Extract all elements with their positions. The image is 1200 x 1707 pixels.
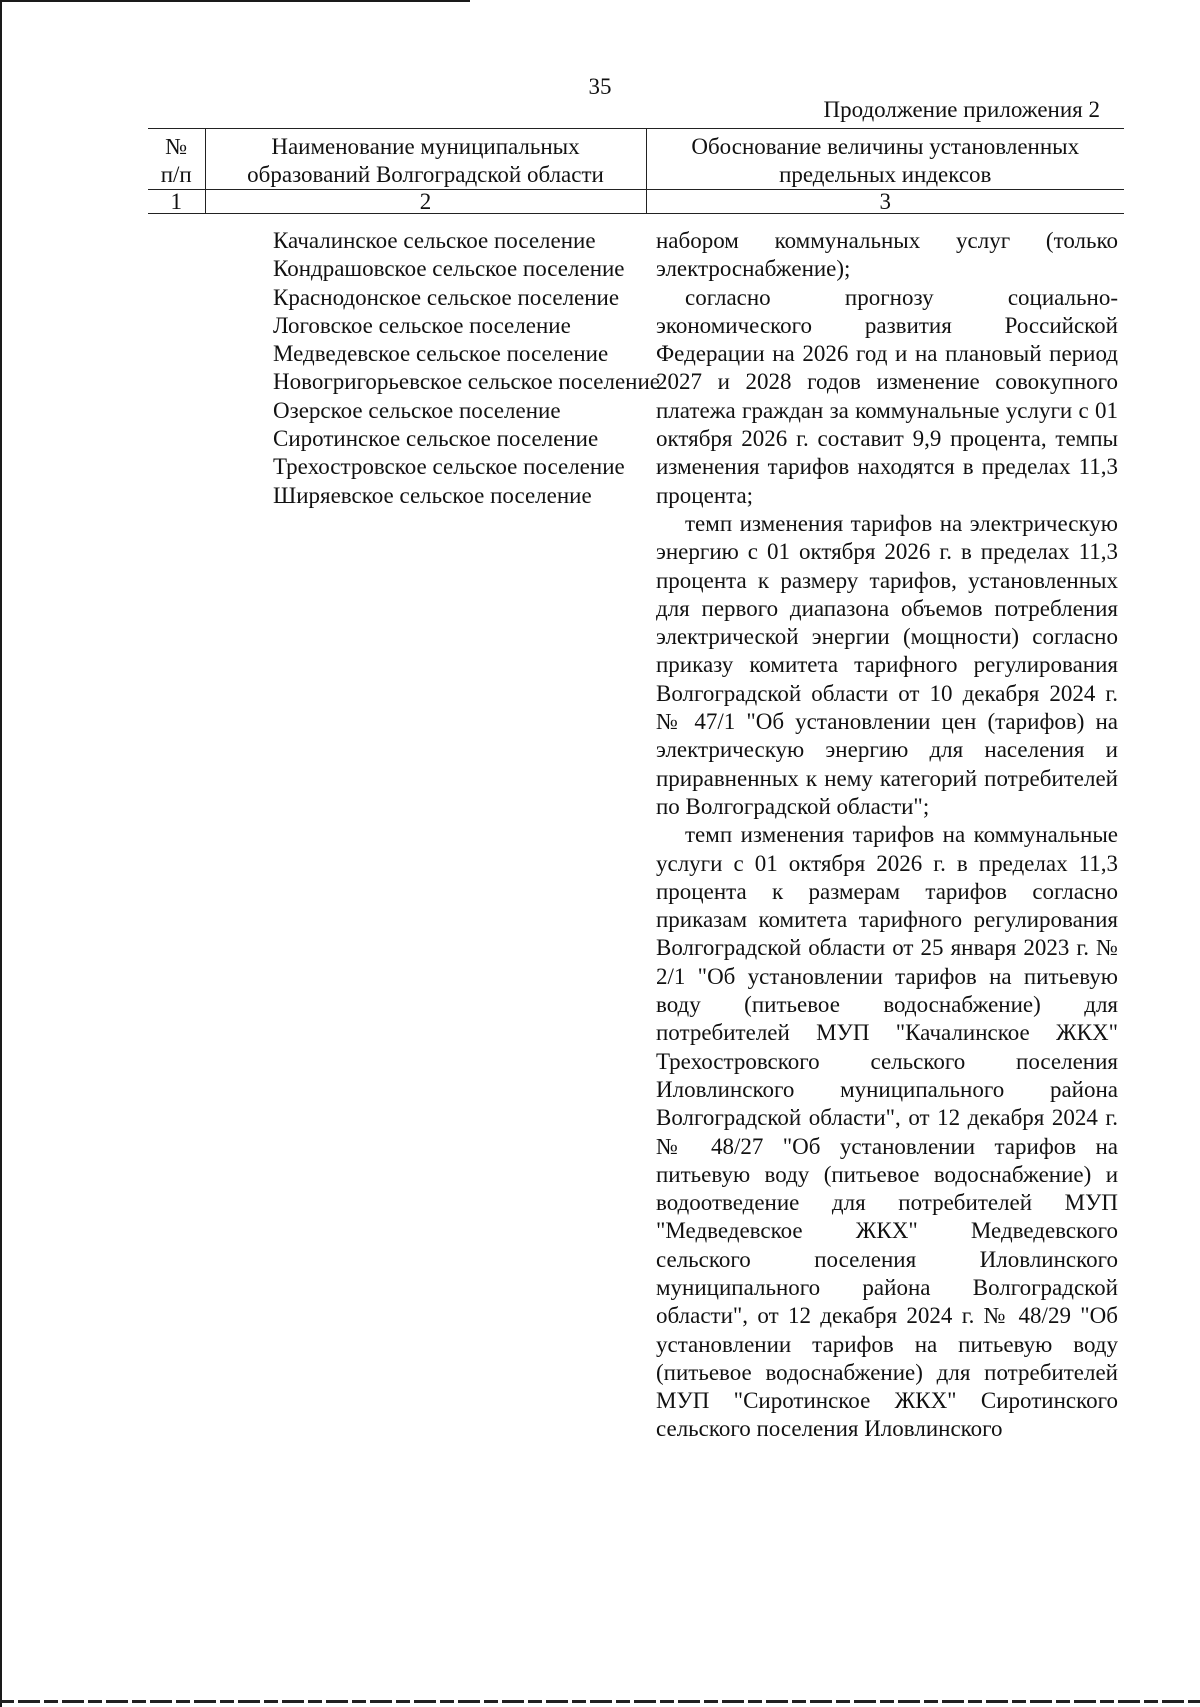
list-item: Сиротинское сельское поселение: [273, 426, 599, 452]
justification-text: [646, 214, 1118, 1444]
list-item: Трехостровское сельское поселение: [273, 454, 625, 480]
column-number-3: 3: [646, 190, 1124, 214]
cell-justification: [646, 214, 1124, 1444]
table-column-numbers-row: [148, 190, 1124, 214]
cell-settlements: [205, 214, 661, 1444]
justification-paragraph: темп изменения тарифов на электрическую энергию с 01 октября 2026 г. в пределах 11,3 процента к размеру тарифов, установленных для первого диапазона объемов потребления электрической энергии (мощности) согласно приказу комитета тарифного регулирования Волгоградской области от 10 декабря 2024 г. № 47/1 "Об установлении цен (тарифов) на электрическую энергию для населения и приравненных к нему категорий потребителей по Волгоградской области";: [656, 510, 1118, 819]
list-item: Новогригорьевское сельское поселение: [273, 369, 661, 395]
list-item: Озерское сельское поселение: [273, 397, 561, 423]
header-municipality: Наименование муниципальных образований Волгоградской области: [205, 129, 646, 190]
justification-paragraph: согласно прогнозу социально-экономического развития Российской Федерации на 2026 год и на плановый период 2027 и 2028 годов изменение совокупного платежа граждан за коммунальные услуги с 01 октября 2026 г. составит 9,9 процента, темпы изменения тарифов находятся в пределах 11,3 процента;: [656, 284, 1118, 508]
list-item: Качалинское сельское поселение: [273, 228, 596, 253]
list-item: Краснодонское сельское поселение: [273, 284, 620, 310]
justification-paragraph: набором коммунальных услуг (только электроснабжение);: [656, 228, 1118, 282]
settlement-list: [205, 214, 661, 510]
list-item: Логовское сельское поселение: [273, 312, 571, 338]
list-item: Медведевское сельское поселение: [273, 341, 609, 367]
justification-paragraph: темп изменения тарифов на коммунальные услуги с 01 октября 2026 г. в пределах 11,3 процента к размерам тарифов согласно приказам комитета тарифного регулирования Волгоградской области от 25 января 2023 г. № 2/1 "Об установлении тарифов на питьевую воду (питьевое водоснабжение) для потребителей МУП "Качалинское ЖКХ" Трехостровского сельского поселения Иловлинского муниципального района Волгоградской области", от 12 декабря 2024 г. № 48/27 "Об установлении тарифов на питьевую воду (питьевое водоснабжение) и водоотведение для потребителей МУП "Медведевское ЖКХ" Медведевского сельского поселения Иловлинского муниципального района Волгоградской области", от 12 декабря 2024 г. № 48/29 "Об установлении тарифов на питьевую воду (питьевое водоснабжение) для потребителей МУП "Сиротинское ЖКХ" Сиротинского сельского поселения Иловлинского: [656, 822, 1118, 1442]
header-number: № п/п: [148, 129, 205, 190]
column-number-1: 1: [148, 190, 205, 214]
cell-number: [148, 214, 205, 1444]
header-justification: Обоснование величины установленных предельных индексов: [646, 129, 1124, 190]
table-row: [148, 214, 1124, 1444]
appendix-continuation-label: Продолжение приложения 2: [823, 97, 1100, 122]
scan-edge-top: [0, 0, 470, 2]
list-item: Кондрашовское сельское поселение: [273, 256, 625, 282]
table-header-row: [148, 129, 1124, 190]
list-item: Ширяевское сельское поселение: [273, 482, 592, 508]
page-number: 35: [588, 74, 612, 99]
scan-edge-left: [0, 0, 2, 1707]
indices-table: [148, 128, 1124, 1444]
column-number-2: 2: [205, 190, 646, 214]
scan-edge-bottom: [0, 1700, 1200, 1703]
